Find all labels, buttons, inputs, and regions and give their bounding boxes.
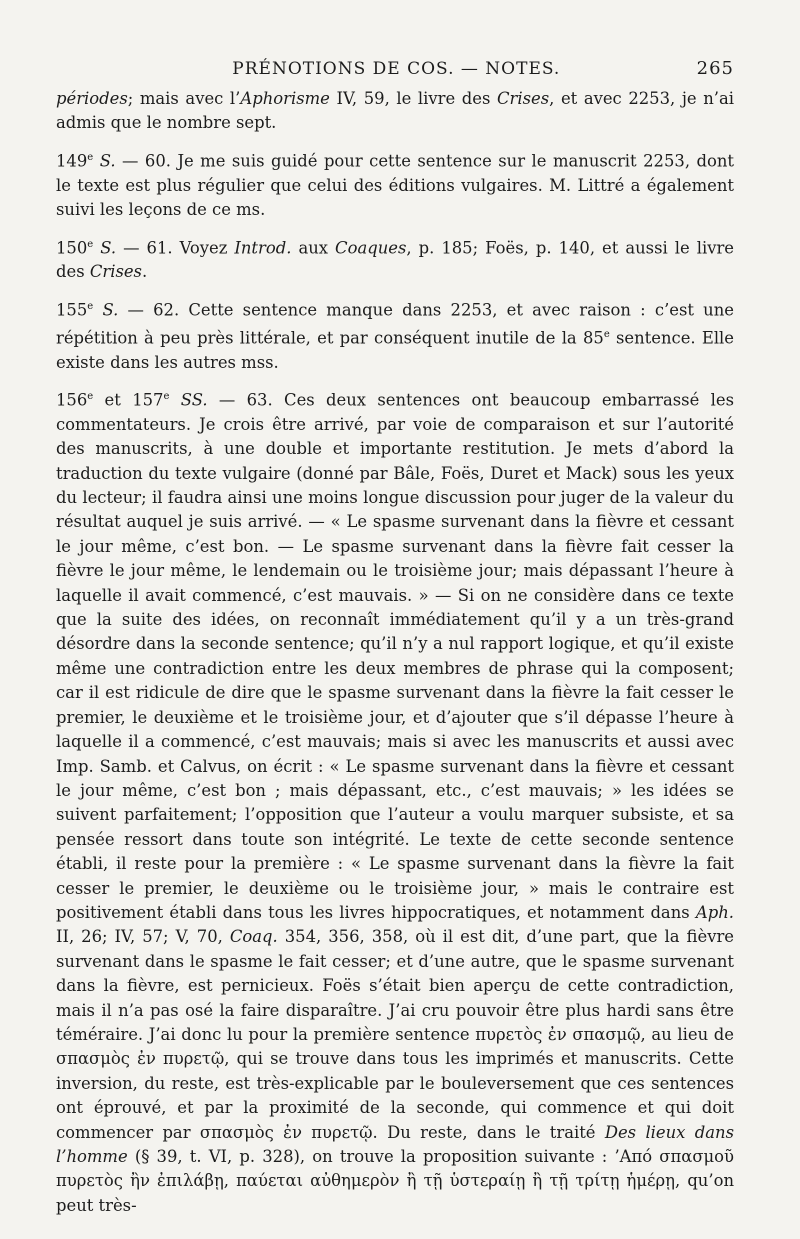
italic-run: Introd. xyxy=(234,237,292,257)
text-run: IV, 59, le livre des xyxy=(329,89,497,108)
note-paragraph xyxy=(56,295,734,375)
note-paragraph xyxy=(56,146,734,223)
italic-run: Crises xyxy=(496,89,550,108)
text-run: , p. 185; Foës, p. 140, et aussi le livre des xyxy=(56,237,734,282)
note-paragraph xyxy=(56,233,734,285)
italic-run: Aph. xyxy=(695,902,734,922)
text-run: sentence. Elle existe dans les autres mss. xyxy=(56,328,734,372)
italic-run: S. xyxy=(99,151,116,171)
superscript: e xyxy=(87,300,94,312)
text-run: aux xyxy=(291,237,336,257)
text-run: et 157 xyxy=(93,390,164,410)
text-run: ; mais avec l’ xyxy=(127,89,241,108)
superscript: e xyxy=(163,390,170,402)
running-title: PRÉNOTIONS DE COS. — NOTES. xyxy=(232,59,561,79)
superscript: e xyxy=(87,151,94,163)
notes-body xyxy=(56,87,734,1218)
text-run: (§ 39, t. VI, p. 328), on trouve la proposition suivante : ’Από σπασμοῦ πυρετὸς ἢν ἐπιλάβῃ, παύεται αὐθημερὸν ἢ τῇ ὑστεραίῃ ἢ τῇ τρίτῃ ἡμέρῃ, qu’on peut très- xyxy=(56,1147,734,1215)
text-run: . xyxy=(141,262,148,282)
continuation-paragraph xyxy=(56,87,734,136)
text-run: — 62. Cette sentence manque dans 2253, et avec raison : c’est une répétition à peu près littérale, et par conséquent inutile de la 85 xyxy=(56,300,734,348)
running-header xyxy=(56,58,734,79)
italic-run: Crises xyxy=(89,262,142,282)
superscript: e xyxy=(603,328,610,340)
text-run: 150 xyxy=(56,237,88,257)
italic-run: SS. xyxy=(180,390,208,410)
note-paragraph xyxy=(56,385,734,1218)
superscript: e xyxy=(87,238,94,250)
superscript: e xyxy=(87,390,94,402)
text-run: , et avec 2253, je n’ai admis que le nombre sept. xyxy=(56,89,734,133)
italic-run: Des lieux dans l’homme xyxy=(56,1122,734,1166)
text-run: — 63. Ces deux sentences ont beaucoup embarrassé les commentateurs. Je crois être arrivé, par voie de comparaison et sur l’autorité des manuscrits, à une double et importante restitution. Je mets d’abord la traduction du texte vulgaire (donné par Bâle, Foës, Duret et Mack) sous les yeux du lecteur; il faudra ainsi une moins longue discussion pour juger de la valeur du résultat auquel je suis arrivé. — « Le spasme survenant dans la fièvre et cessant le jour même, c’est bon. — Le spasme survenant dans la fièvre fait cesser la fièvre le jour même, le lendemain ou le troisième jour; mais dépassant l’heure à laquelle il avait commencé, c’est mauvais. » — Si on ne considère dans ce texte que la suite des idées, on reconnaît immédiatement qu’il y a un très-grand désordre dans la seconde sentence; qu’il n’y a nul rapport logique, et qu’il existe même une contradiction entre les deux membres de phrase qui la composent; car il est ridicule de dire que le spasme survenant dans la fièvre la fait cesser le premier, le deuxième et le troisième jour, et d’ajouter que s’il dépasse l’heure à laquelle il a commencé, c’est mauvais; mais si avec les manuscrits et aussi avec Imp. Samb. et Calvus, on écrit : « Le spasme survenant dans la fièvre et cessant le jour même, c’est bon ; mais dépassant, etc., c’est mauvais; » les idées se suivent parfaitement; l’opposition que l’auteur a voulu marquer subsiste, et sa pensée ressort dans toute son intégrité. Le texte de cette seconde sentence établi, il reste pour la première : « Le spasme survenant dans la fièvre la fait cesser le premier, le deuxième ou le troisième jour, » mais le contraire est positivement établi dans tous les livres hippocratiques, et notamment dans xyxy=(56,390,734,922)
italic-run: S. xyxy=(100,237,117,257)
italic-run: S. xyxy=(102,300,119,320)
text-run: 149 xyxy=(56,151,88,171)
page-number: 265 xyxy=(696,58,734,79)
italic-run: Coaq. xyxy=(229,927,278,947)
text-run: 155 xyxy=(56,300,88,320)
text-run: II, 26; IV, 57; V, 70, xyxy=(56,927,230,947)
text-run xyxy=(169,390,180,409)
italic-run: Aphorisme xyxy=(240,89,330,108)
text-run: — 61. Voyez xyxy=(116,237,235,257)
italic-run: Coaques xyxy=(335,237,407,257)
text-run: — 60. Je me suis guidé pour cette sentence sur le manuscrit 2253, dont le texte est plus régulier que celui des éditions vulgaires. M. Littré a également suivi les leçons de ce ms. xyxy=(56,151,735,220)
text-run: 156 xyxy=(56,390,88,410)
italic-run: périodes xyxy=(56,89,128,108)
text-run: 354, 356, 358, où il est dit, d’une part, que la fièvre survenant dans le spasme le fait cesser; et d’une autre, que le spasme survenant dans la fièvre, est pernicieux. Foës s’était bien aperçu de cette contradiction, mais il n’a pas osé la faire disparaître. J’ai cru pouvoir être plus hardi sans être téméraire. J’ai donc lu pour la première sentence πυρετὸς ἐν σπασμῷ, au lieu de σπασμὸς ἐν πυρετῷ, qui se trouve dans tous les imprimés et manuscrits. Cette inversion, du reste, est très-explicable par le bouleversement que ces sentences ont éprouvé, et par la proximité de la seconde, qui commence et qui doit commencer par σπασμὸς ἐν πυρετῷ. Du reste, dans le traité xyxy=(56,927,734,1142)
